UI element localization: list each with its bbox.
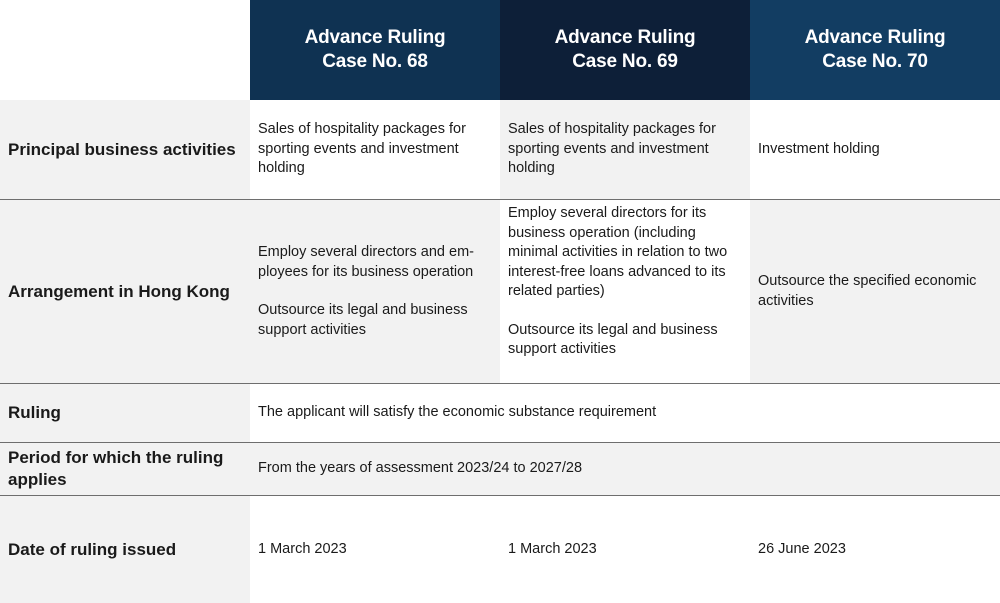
arrangement-case-68-para-2: Outsource its legal and business support activities bbox=[258, 301, 492, 340]
header-case-70 bbox=[750, 0, 1000, 100]
header-case-69-line1: Advance Ruling bbox=[510, 26, 740, 50]
arrangement-case-68-para-1: Employ several directors and em-ployees for its business operation bbox=[258, 243, 492, 282]
row-principal-business bbox=[0, 100, 1000, 200]
header-case-70-line2: Case No. 70 bbox=[760, 50, 990, 74]
arrangement-case-69-para-2: Outsource its legal and business support activities bbox=[508, 321, 742, 360]
period-value: From the years of assessment 2023/24 to 2027/28 bbox=[250, 443, 1000, 496]
header-case-69-line2: Case No. 69 bbox=[510, 50, 740, 74]
principal-business-case-68: Sales of hospitality packages for sporting events and investment holding bbox=[250, 100, 500, 200]
row-date-issued bbox=[0, 496, 1000, 603]
principal-business-case-70: Investment holding bbox=[750, 100, 1000, 200]
row-ruling bbox=[0, 384, 1000, 443]
header-case-68-line1: Advance Ruling bbox=[260, 26, 490, 50]
header-blank-cell bbox=[0, 0, 250, 100]
row-label-arrangement-hk: Arrangement in Hong Kong bbox=[0, 200, 250, 384]
row-label-date-issued: Date of ruling issued bbox=[0, 496, 250, 603]
header-case-69 bbox=[500, 0, 750, 100]
header-case-68-line2: Case No. 68 bbox=[260, 50, 490, 74]
date-issued-case-68: 1 March 2023 bbox=[250, 496, 500, 603]
arrangement-case-69 bbox=[500, 200, 750, 384]
row-label-period: Period for which the ruling applies bbox=[0, 443, 250, 496]
header-case-68 bbox=[250, 0, 500, 100]
ruling-value: The applicant will satisfy the economic substance requirement bbox=[250, 384, 1000, 443]
header-case-70-line1: Advance Ruling bbox=[760, 26, 990, 50]
row-label-ruling: Ruling bbox=[0, 384, 250, 443]
arrangement-case-69-para-1: Employ several directors for its business operation (including minimal activities in relation to two interest-free loans advanced to its related parties) bbox=[508, 204, 742, 302]
date-issued-case-69: 1 March 2023 bbox=[500, 496, 750, 603]
header-row bbox=[0, 0, 1000, 100]
arrangement-case-70 bbox=[750, 200, 1000, 384]
arrangement-case-68 bbox=[250, 200, 500, 384]
date-issued-case-70: 26 June 2023 bbox=[750, 496, 1000, 603]
principal-business-case-69: Sales of hospitality packages for sporting events and investment holding bbox=[500, 100, 750, 200]
row-label-principal-business: Principal business activities bbox=[0, 100, 250, 200]
arrangement-case-70-para-1: Outsource the specified economic activities bbox=[758, 272, 992, 311]
row-arrangement-hk bbox=[0, 200, 1000, 384]
row-period bbox=[0, 443, 1000, 496]
